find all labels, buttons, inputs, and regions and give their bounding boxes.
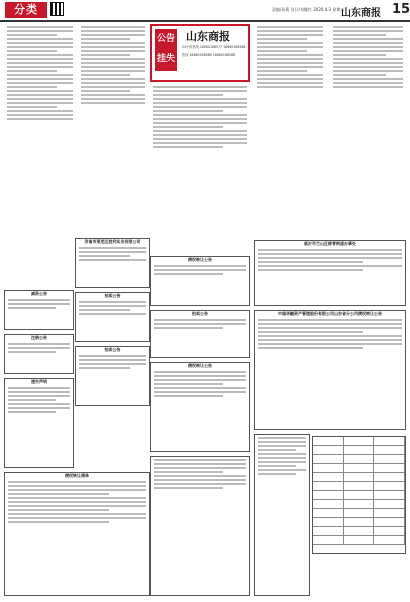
text-column-4 bbox=[254, 24, 326, 254]
ad-title: 山东商报 bbox=[186, 30, 230, 43]
ad-phones: 24小时热线 18060188577 18660188588 bbox=[182, 45, 246, 49]
notice-box-14 bbox=[254, 434, 310, 596]
notice-box-1: 济南市莱芜区胜利实业有限公司 bbox=[75, 238, 150, 288]
notice-box-12: 债权转让清单 bbox=[4, 472, 150, 596]
text-column-1 bbox=[4, 24, 76, 224]
text-column-2 bbox=[78, 24, 148, 224]
notice-box-5: 注销公告 bbox=[4, 334, 74, 374]
notice-box-4: 减资公告 bbox=[4, 290, 74, 330]
ad-badge: 公告 挂失 bbox=[155, 29, 177, 71]
qr-code-icon bbox=[50, 2, 64, 16]
text-column-5 bbox=[330, 24, 406, 254]
text-column-3 bbox=[150, 84, 250, 254]
notice-box-3: 债权转让公告 bbox=[150, 256, 250, 306]
notice-box-13 bbox=[150, 456, 250, 596]
notice-box-11: 中国华融资产管理股份有限公司山东省分公司债权转让公告 bbox=[254, 310, 406, 430]
notice-box-6: 遗失声明 bbox=[4, 378, 74, 468]
notice-box-2: 拍卖公告 bbox=[75, 292, 150, 342]
notice-box-7: 拍卖公告 bbox=[75, 346, 150, 406]
page-header bbox=[0, 0, 410, 22]
section-badge: 分类 bbox=[5, 2, 47, 18]
notice-box-9: 拍卖公告 bbox=[150, 310, 250, 358]
page-number: 15 bbox=[392, 2, 410, 17]
ad-banner bbox=[150, 24, 250, 82]
notice-box-10: 债权转让公告 bbox=[150, 362, 250, 452]
header-info: 责编/孙燕 设计/刘继红 2020.4.3 星期五 bbox=[272, 7, 345, 12]
asset-table bbox=[312, 436, 406, 554]
notice-box-8: 临沂市兰山区柳青街道办事处 bbox=[254, 240, 406, 306]
masthead: 山东商报 bbox=[341, 8, 381, 19]
ad-tel: 热线 18660188588 18660188588 bbox=[182, 53, 236, 57]
